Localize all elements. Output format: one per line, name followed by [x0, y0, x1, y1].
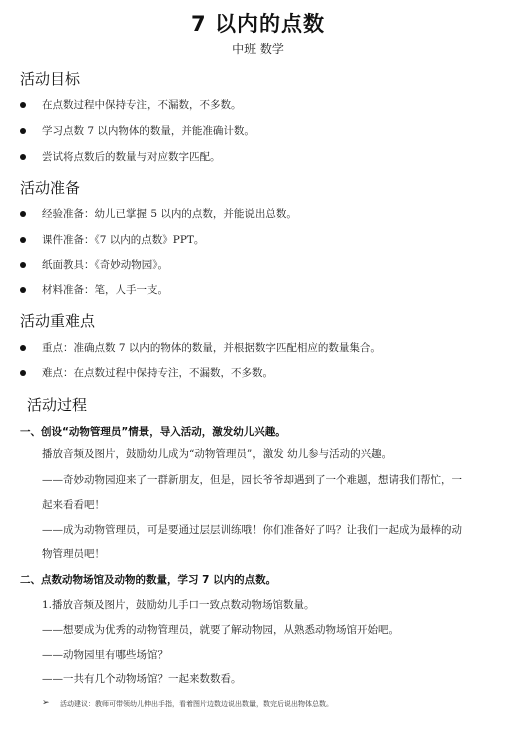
list-item: 重点：准确点数 7 以内的物体的数量，并根据数字匹配相应的数量集合。	[20, 340, 500, 356]
paragraph-line: ——想要成为优秀的动物管理员，就要了解动物园，从熟悉动物场馆开始吧。	[42, 624, 399, 636]
arrow-bullet-icon: ➢	[42, 698, 50, 708]
paragraph-line: ——成为动物管理员，可是要通过层层训练哦！你们准备好了吗？让我们一起成为最棒的动	[42, 524, 462, 536]
document-page: 7 以内的点数 中班 数学 活动目标 在点数过程中保持专注，不漏数，不多数。 学习点数 7 以内物体的数量，并能准确计数。 尝试将点数后的数量与对应数字匹配。 活动准备 经验准备：幼儿已掌握 5 以内的点数，并能说出总数。 课件准备：《7 以内的点数》PPT。 纸面教具：《奇妙动物园》。 材料准备：笔，人手一支。 活动重难点 重点：准确点数 7 以内的物体的数量，并根据数字匹配相应的数量集合。 难点：在点数过程中保持专注，不漏数，不多数。 活动过程 一、创设“动物管理员”情景，导入活动，激发幼儿兴趣。 播放音频及图片，鼓励幼儿成为“动物管理员”，激发 幼儿参与活动的兴趣。 ——奇妙动物园迎来了一群新朋友，但是，园长爷爷却遇到了一个难题，想请我们帮忙，一 起来看看吧！ ——成为动物管理员，可是要通过层层训练哦！你们准备好了吗？让我们一起成为最棒的动 物管理员吧！ 二、点数动物场馆及动物的数量，学习 7 以内的点数。 1.播放音频及图片，鼓励幼儿手口一致点数动物场馆数量。 ——想要成为优秀的动物管理员，就要了解动物园，从熟悉动物场馆开始吧。 ——动物园里有哪些场馆？ ——一共有几个动物场馆？一起来数数看。 ➢ 活动建议：教师可带领幼儿伸出手指，看着图片边数边说出数量，数完后说出物体总数。	[0, 0, 516, 729]
bullet-icon	[20, 345, 26, 351]
bullet-icon	[20, 102, 26, 108]
section-heading-prep: 活动准备	[20, 179, 81, 197]
bullet-icon	[20, 287, 26, 293]
paragraph-line: ——奇妙动物园迎来了一群新朋友，但是，园长爷爷却遇到了一个难题，想请我们帮忙，一	[42, 474, 462, 486]
process-step-heading-2: 二、点数动物场馆及动物的数量，学习 7 以内的点数。	[20, 574, 277, 586]
list-item: 在点数过程中保持专注，不漏数，不多数。	[20, 97, 500, 113]
bullet-icon	[20, 370, 26, 376]
paragraph-line: ——一共有几个动物场馆？一起来数数看。	[42, 673, 242, 685]
document-subtitle: 中班 数学	[232, 42, 284, 56]
list-item: 纸面教具：《奇妙动物园》。	[20, 257, 500, 273]
bullet-icon	[20, 237, 26, 243]
process-step-heading-1: 一、创设“动物管理员”情景，导入活动，激发幼儿兴趣。	[20, 426, 286, 438]
paragraph-line: 起来看看吧！	[42, 499, 105, 511]
section-heading-key-points: 活动重难点	[20, 312, 96, 330]
list-item: 学习点数 7 以内物体的数量，并能准确计数。	[20, 123, 500, 139]
bullet-icon	[20, 262, 26, 268]
bullet-icon	[20, 154, 26, 160]
bullet-icon	[20, 128, 26, 134]
section-heading-goals: 活动目标	[20, 70, 81, 88]
paragraph-line: 1.播放音频及图片，鼓励幼儿手口一致点数动物场馆数量。	[42, 599, 315, 611]
list-item: 尝试将点数后的数量与对应数字匹配。	[20, 149, 500, 165]
list-item: 难点：在点数过程中保持专注，不漏数，不多数。	[20, 365, 500, 381]
paragraph-line: 物管理员吧！	[42, 548, 105, 560]
section-heading-process: 活动过程	[27, 396, 88, 414]
paragraph-line: 播放音频及图片，鼓励幼儿成为“动物管理员”，激发 幼儿参与活动的兴趣。	[42, 448, 393, 460]
bullet-icon	[20, 211, 26, 217]
list-item: 课件准备：《7 以内的点数》PPT。	[20, 232, 500, 248]
paragraph-line: ——动物园里有哪些场馆？	[42, 649, 168, 661]
list-item: 材料准备：笔，人手一支。	[20, 282, 500, 298]
document-title: 7 以内的点数	[191, 12, 325, 36]
list-item: 经验准备：幼儿已掌握 5 以内的点数，并能说出总数。	[20, 206, 500, 222]
